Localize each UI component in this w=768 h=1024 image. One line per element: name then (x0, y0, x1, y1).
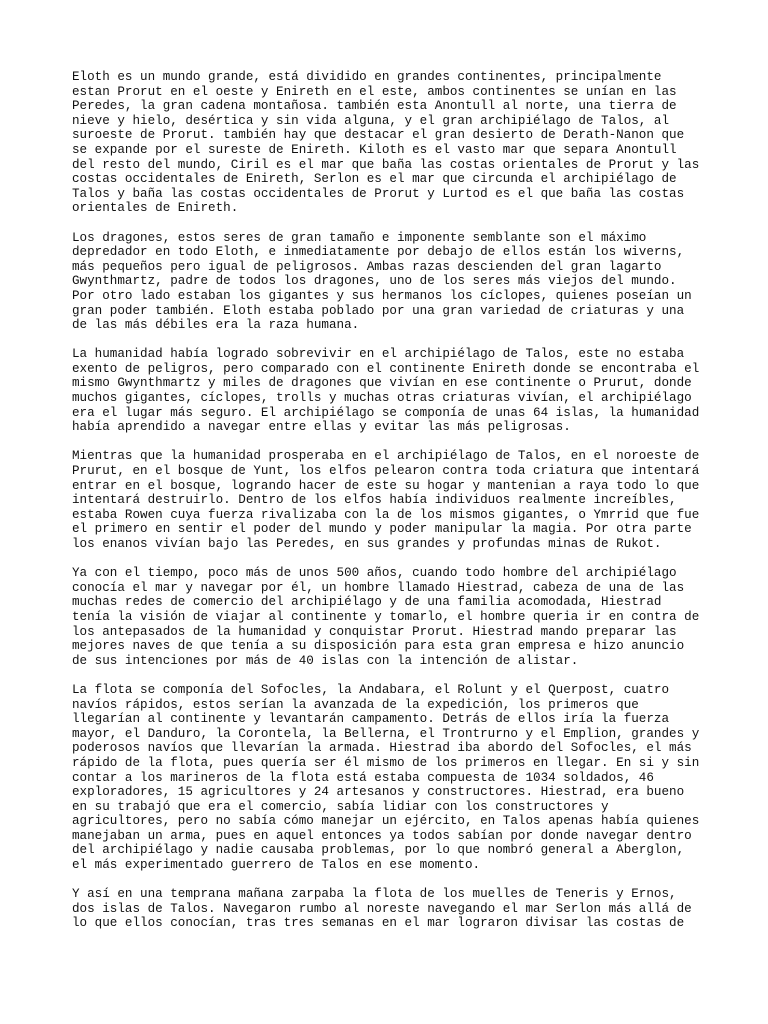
paragraph-5: Ya con el tiempo, poco más de unos 500 años, cuando todo hombre del archipiélago conocía el mar y navegar por él, un hombre llamado Hiestrad, cabeza de una de las muchas redes de comercio del archipiélago y de una familia acomodada, Hiestrad tenía la visión de viajar al continente y tomarlo, el hombre queria ir en contra de los antepasados de la humanidad y conquistar Prorut. Hiestrad mando preparar las mejores naves de que tenía a su disposición para esta gran empresa e hizo anuncio de sus intenciones por más de 40 islas con la intención de alistar. (72, 566, 700, 668)
paragraph-3: La humanidad había logrado sobrevivir en el archipiélago de Talos, este no estaba exento de peligros, pero comparado con el continente Enireth donde se encontraba el mismo Gwynthmartz y miles de dragones que vivían en ese continente o Prurut, donde muchos gigantes, cíclopes, trolls y muchas otras criaturas vivían, el archipiélago era el lugar más seguro. El archipiélago se componía de unas 64 islas, la humanidad había aprendido a navegar entre ellas y evitar las más peligrosas. (72, 347, 700, 435)
document-body (72, 70, 712, 946)
paragraph-4: Mientras que la humanidad prosperaba en el archipiélago de Talos, en el noroeste de Prurut, en el bosque de Yunt, los elfos pelearon contra toda criatura que intentará entrar en el bosque, logrando hacer de este su hogar y mantenian a raya todo lo que intentará destruirlo. Dentro de los elfos había individuos realmente increíbles, estaba Rowen cuya fuerza rivalizaba con la de los mismos gigantes, o Ymrrid que fue el primero en sentir el poder del mundo y poder manipular la magia. Por otra parte los enanos vivían bajo las Peredes, en sus grandes y profundas minas de Rukot. (72, 449, 700, 551)
paragraph-7: Y así en una temprana mañana zarpaba la flota de los muelles de Teneris y Ernos, dos islas de Talos. Navegaron rumbo al noreste navegando el mar Serlon más allá de lo que ellos conocían, tras tres semanas en el mar lograron divisar las costas de (72, 887, 692, 931)
paragraph-6: La flota se componía del Sofocles, la Andabara, el Rolunt y el Querpost, cuatro navíos rápidos, estos serían la avanzada de la expedición, los primeros que llegarían al continente y levantarán campamento. Detrás de ellos iría la fuerza mayor, el Danduro, la Corontela, la Bellerna, el Trontrurno y el Emplion, grandes y poderosos navíos que llevarían la armada. Hiestrad iba abordo del Sofocles, el más rápido de la flota, pues quería ser él mismo de los primeros en llegar. En si y sin contar a los marineros de la flota está estaba compuesta de 1034 soldados, 46 exploradores, 15 agricultores y 24 artesanos y constructores. Hiestrad, era bueno en su trabajó que era el comercio, sabía lidiar con los constructores y agricultores, pero no sabía cómo manejar un ejército, en Talos apenas había quienes manejaban un arma, pues en aquel entonces ya todos sabían por donde navegar dentro del archipiélago y nadie causaba problemas, por lo que nombró general a Aberglon, el más experimentado guerrero de Talos en ese momento. (72, 682, 700, 873)
paragraph-1: Eloth es un mundo grande, está dividido en grandes continentes, principalmente estan Prorut en el oeste y Enireth en el este, ambos continentes se unían en las Peredes, la gran cadena montañosa. también esta Anontull al norte, una tierra de nieve y hielo, desértica y sin vida alguna, y el gran archipiélago de Talos, al suroeste de Prorut. también hay que destacar el gran desierto de Derath-Nanon que se expande por el sureste de Enireth. Kiloth es el vasto mar que separa Anontull del resto del mundo, Ciril es el mar que baña las costas orientales de Prorut y las costas occidentales de Enireth, Serlon es el mar que circunda el archipiélago de Talos y baña las costas occidentales de Prorut y Lurtod es el que baña las costas orientales de Enireth. (72, 70, 700, 216)
paragraph-2: Los dragones, estos seres de gran tamaño e imponente semblante son el máximo depredador en todo Eloth, e inmediatamente por debajo de ellos están los wiverns, más pequeños pero igual de peligrosos. Ambas razas descienden del gran lagarto Gwynthmartz, padre de todos los dragones, uno de los seres más viejos del mundo. Por otro lado estaban los gigantes y sus hermanos los cíclopes, quienes poseían un gran poder también. Eloth estaba poblado por una gran variedad de criaturas y una de las más débiles era la raza humana. (72, 230, 692, 333)
